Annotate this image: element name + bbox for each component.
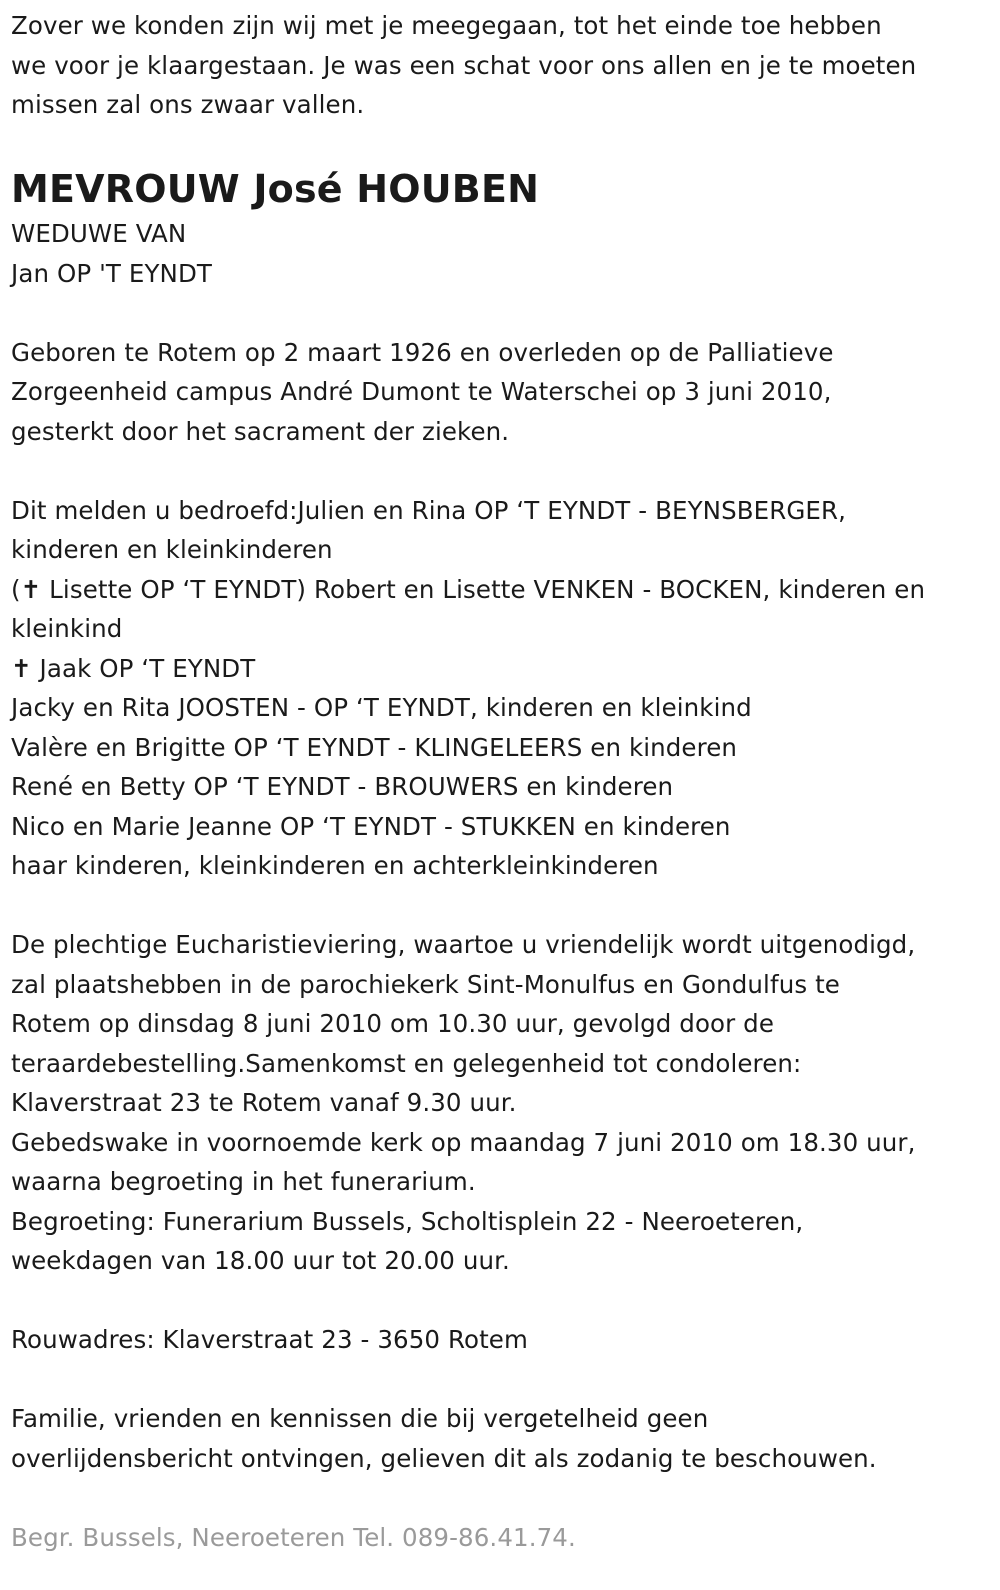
ceremony-line: zal plaatshebben in de parochiekerk Sint-Monulfus en Gondulfus te: [11, 969, 840, 999]
intro-line: missen zal ons zwaar vallen.: [11, 90, 365, 119]
notice-paragraph: [11, 1399, 1000, 1478]
spouse-block: [11, 214, 1000, 293]
ceremony-line: waarna begroeting in het funerarium.: [11, 1167, 476, 1196]
notice-line: overlijdensbericht ontvingen, gelieven dit als zodanig te beschouwen.: [11, 1443, 877, 1473]
family-line: kleinkind: [11, 614, 123, 643]
ceremony-line: Gebedswake in voornoemde kerk op maandag 7 juni 2010 om 18.30 uur,: [11, 1127, 916, 1157]
birth-line: Geboren te Rotem op 2 maart 1926 en overleden op de Palliatieve: [11, 337, 834, 367]
deceased-name: MEVROUW José HOUBEN: [11, 167, 540, 211]
intro-paragraph: [11, 6, 1000, 125]
address-paragraph: [11, 1320, 1000, 1360]
birth-paragraph: [11, 333, 1000, 452]
spouse-name: Jan OP 'T EYNDT: [11, 258, 212, 288]
ceremony-line: Rotem op dinsdag 8 juni 2010 om 10.30 uur, gevolgd door de: [11, 1009, 775, 1038]
family-paragraph: [11, 491, 1000, 886]
family-line: ✝ Jaak OP ‘T EYNDT: [11, 653, 256, 683]
family-line: René en Betty OP ‘T EYNDT - BROUWERS en kinderen: [11, 772, 674, 801]
funeral-home-footer: Begr. Bussels, Neeroeteren Tel. 089-86.41.74.: [11, 1522, 576, 1552]
family-line: Dit melden u bedroefd:Julien en Rina OP ‘T EYNDT - BEYNSBERGER,: [11, 495, 847, 525]
widow-label: WEDUWE VAN: [11, 219, 187, 248]
ceremony-line: teraardebestelling.Samenkomst en gelegenheid tot condoleren:: [11, 1048, 802, 1078]
family-line: (✝ Lisette OP ‘T EYNDT) Robert en Lisette VENKEN - BOCKEN, kinderen en: [11, 574, 926, 604]
ceremony-paragraph: [11, 925, 1000, 1281]
intro-line: Zover we konden zijn wij met je meegegaan, tot het einde toe hebben: [11, 11, 882, 40]
ceremony-line: De plechtige Eucharistieviering, waartoe u vriendelijk wordt uitgenodigd,: [11, 930, 916, 959]
family-line: kinderen en kleinkinderen: [11, 535, 333, 564]
family-line: Nico en Marie Jeanne OP ‘T EYNDT - STUKKEN en kinderen: [11, 811, 731, 841]
birth-line: Zorgeenheid campus André Dumont te Waterschei op 3 juni 2010,: [11, 377, 832, 406]
family-line: Valère en Brigitte OP ‘T EYNDT - KLINGELEERS en kinderen: [11, 732, 738, 762]
mourning-address: Rouwadres: Klaverstraat 23 - 3650 Rotem: [11, 1325, 528, 1354]
family-line: haar kinderen, kleinkinderen en achterkleinkinderen: [11, 851, 659, 880]
birth-line: gesterkt door het sacrament der zieken.: [11, 416, 510, 446]
ceremony-line: Klaverstraat 23 te Rotem vanaf 9.30 uur.: [11, 1088, 517, 1117]
family-line: Jacky en Rita JOOSTEN - OP ‘T EYNDT, kinderen en kleinkind: [11, 693, 752, 722]
ceremony-line: Begroeting: Funerarium Bussels, Scholtisplein 22 - Neeroeteren,: [11, 1206, 804, 1236]
ceremony-line: weekdagen van 18.00 uur tot 20.00 uur.: [11, 1246, 510, 1275]
intro-line: we voor je klaargestaan. Je was een schat voor ons allen en je te moeten: [11, 50, 917, 80]
notice-line: Familie, vrienden en kennissen die bij vergetelheid geen: [11, 1404, 709, 1433]
